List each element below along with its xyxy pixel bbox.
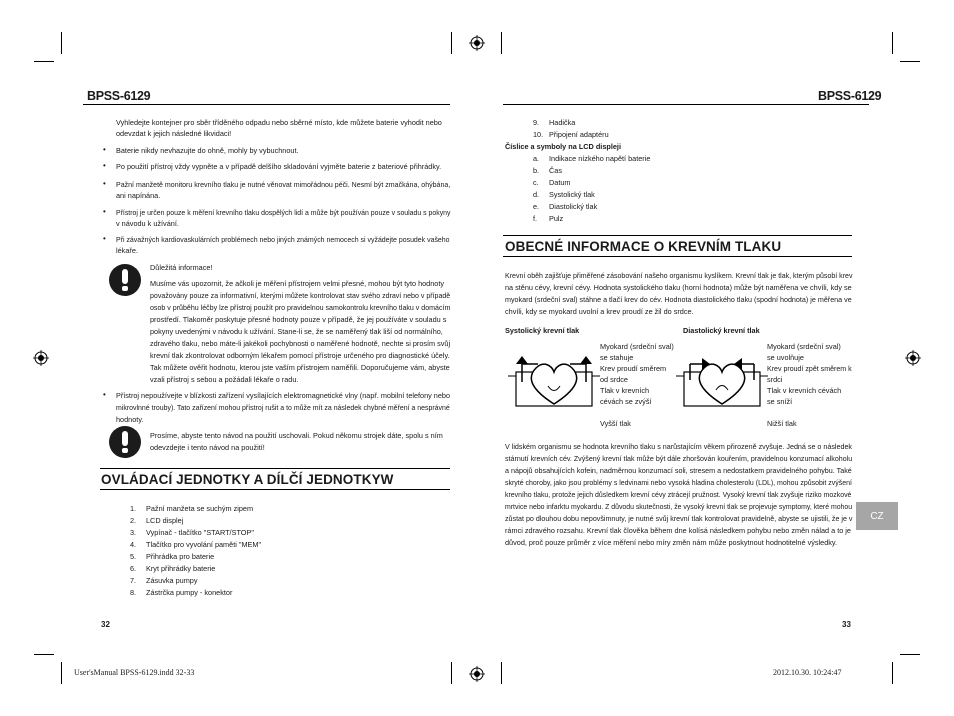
important-line: krevní tlak zkontrolovat odborným lékařem pomocí přístroje určeného pro diagnostické účely. (150, 351, 450, 360)
important-line: považovány pouze za informativní, kterými můžete kontrolovat stav svého zdraví nebo v případě (150, 291, 451, 300)
crop-mark (34, 654, 54, 655)
paragraph-line: chvíli, kdy se myokard uvolní a krev proudí ze žil do srdce. (505, 307, 694, 316)
lcd-item-letter: c. (533, 178, 539, 187)
part-label: Hadička (549, 118, 576, 127)
part-label: LCD displej (146, 516, 184, 525)
systolic-title: Systolický krevní tlak (505, 326, 580, 335)
diagram-label: Myokard (srdeční sval) (600, 342, 674, 351)
crop-mark (451, 662, 452, 684)
warning-exclamation-icon (109, 264, 141, 296)
bullet-line: Přístroj nepoužívejte v blízkosti zařízení vysílajících elektromagnetické vlny (např. mobilní telefony nebo (116, 391, 451, 400)
lcd-item-label: Datum (549, 178, 571, 187)
paragraph-line: krevního tlaku, protože jejich důsledkem krevní cévy ztrácejí pružnost. Vysoký krevní tlak zvyšuje riziko mozkové (505, 490, 852, 499)
lcd-item-label: Indikace nízkého napětí baterie (549, 154, 651, 163)
diagram-label: srdci (767, 375, 783, 384)
bullet-line: ani napínána. (116, 191, 161, 200)
part-number: 7. (130, 576, 137, 585)
crop-mark (451, 32, 452, 54)
part-label: Připojení adaptéru (549, 130, 609, 139)
lcd-item-letter: d. (533, 190, 540, 199)
lcd-item-letter: f. (533, 214, 538, 223)
crop-mark (892, 32, 893, 54)
part-number: 2. (130, 516, 137, 525)
section-rule (503, 235, 852, 236)
part-label: Tlačítko pro vyvolání paměti "MEM" (146, 540, 262, 549)
intro-line: Vyhledejte kontejner pro sběr tříděného odpadu nebo sběrné místo, kde můžete baterie vyhodit nebo (116, 118, 442, 127)
section-heading-controls: OVLÁDACÍ JEDNOTKY A DÍLČÍ JEDNOTKYW (101, 472, 394, 487)
section-heading-blood-pressure: OBECNÉ INFORMACE O KREVNÍM TLAKU (505, 239, 782, 254)
crop-mark (501, 32, 502, 54)
diagram-label: Tlak v krevních (600, 386, 650, 395)
intro-line: odevzdat k jejich následné likvidaci! (116, 129, 232, 138)
language-tab: CZ (856, 502, 898, 530)
part-number: 5. (130, 552, 137, 561)
crop-mark (900, 654, 920, 655)
model-header-right: BPSS-6129 (818, 89, 882, 103)
lcd-item-label: Systolický tlak (549, 190, 595, 199)
warning-exclamation-icon (109, 426, 141, 458)
paragraph-line: důvod, proč pouze průměr z více měření nebo míry změn nám může poskytnout hodnotitelné výsledky. (505, 538, 838, 547)
lcd-item-letter: b. (533, 166, 540, 175)
diagram-label: Myokard (srdeční sval) (767, 342, 841, 351)
diagram-label: se sníží (767, 397, 793, 406)
important-line: zdravého tlaku, nebo máte-li jakékoli pochybnosti o naměřené hodnotě, nechte si prosím svůj (150, 339, 451, 348)
bullet-dot: • (103, 390, 106, 399)
registration-mark-icon (469, 666, 485, 682)
section-rule (100, 489, 450, 490)
paragraph-line: na stěnu cévy, krevní cévy. Hodnota systolického tlaku (horní hodnota) může být naměřena ve chvíli, kdy se (505, 283, 852, 292)
bullet-line: Baterie nikdy nevhazujte do ohně, mohly by vybuchnout. (116, 146, 299, 155)
part-number: 8. (130, 588, 137, 597)
bullet-line: Přístroj je určen pouze k měření krevního tlaku dospělých lidí a může být používán pouze v souladu s pokyny (116, 208, 451, 217)
note-line: Prosíme, abyste tento návod na použití uschovali. Pokud někomu strojek dáte, spolu s ním (150, 431, 443, 440)
bullet-line: Pažní manžetě monitoru krevního tlaku je nutné věnovat mimořádnou péči. Nesmí být zmačkána, ohýbána, (116, 180, 451, 189)
lcd-item-label: Čas (549, 166, 562, 175)
part-label: Kryt přihrádky baterie (146, 564, 216, 573)
crop-mark (900, 61, 920, 62)
part-number: 3. (130, 528, 137, 537)
page-number-right: 33 (842, 620, 851, 629)
page-number-left: 32 (101, 620, 110, 629)
registration-mark-icon (905, 350, 921, 366)
crop-mark (61, 662, 62, 684)
bullet-dot: • (103, 179, 106, 188)
important-title: Důležitá informace! (150, 263, 213, 272)
part-number: 4. (130, 540, 137, 549)
crop-mark (61, 32, 62, 54)
part-label: Zásuvka pumpy (146, 576, 198, 585)
diagram-label: Krev proudí zpět směrem k (767, 364, 852, 373)
part-number: 6. (130, 564, 137, 573)
systolic-caption: Vyšší tlak (600, 419, 631, 428)
footer-filename: User'sManual BPSS-6129.indd 32-33 (74, 668, 195, 677)
section-rule (503, 256, 852, 257)
registration-mark-icon (469, 35, 485, 51)
note-line: odevzdejte i tento návod na použití! (150, 443, 265, 452)
diagram-label: se uvolňuje (767, 353, 804, 362)
important-line: Tak můžete ověřit hodnotu, kterou jste vaším přístrojem naměřili. Doporučujeme vám, abyste (150, 363, 450, 372)
diagram-label: cévách se zvýší (600, 397, 652, 406)
bullet-line: v návodu k užívání. (116, 219, 179, 228)
model-header-left: BPSS-6129 (87, 89, 151, 103)
diagram-label: Tlak v krevních cévách (767, 386, 842, 395)
part-label: Pažní manžeta se suchým zipem (146, 504, 254, 513)
bullet-dot: • (103, 207, 106, 216)
paragraph-line: stárnutí krevních cév. Zvýšený krevní tlak může být dále zhoršován kouřením, pravidelnou konzumací alkoholu (505, 454, 853, 463)
important-line: osob v průběhu léčby lze přístroj použít pro pravidelnou samokontrolu krevního tlaku v domácím (150, 303, 451, 312)
systolic-heart-diagram (508, 352, 600, 412)
part-number: 1. (130, 504, 137, 513)
paragraph-line: zůstat po dlouhou dobu nepovšimnuty, je nutné svůj krevní tlak kontrolovat pravidelně, abyste se ujistili, že je v (505, 514, 853, 523)
part-label: Zástrčka pumpy - konektor (146, 588, 233, 597)
important-line: prostředí. Tlakoměr poskytuje přesné hodnoty pouze v případě, že jej používáte v souladu s (150, 315, 447, 324)
footer-timestamp: 2012.10.30. 10:24:47 (773, 668, 842, 677)
section-rule (100, 468, 450, 469)
paragraph-line: skryté choroby, jako jsou problémy s ledvinami nebo vysoká hladina cholesterolu (LDL), mohou způsobit zvýšení (505, 478, 852, 487)
bullet-line: Po použití přístroj vždy vypněte a v případě delšího skladování vyjměte baterie z bateriové přihrádky. (116, 162, 442, 171)
important-line: pokyny uvedenými v návodu k užívání. Stane-li se, že se naměřený tlak liší od normálního, (150, 327, 443, 336)
bullet-line: Při závažných kardiovaskulárních problémech nebo jiných známých nemocech si vyžádejte posudek vašeho (116, 235, 450, 244)
crop-mark (892, 662, 893, 684)
paragraph-line: rámci zdravého rozsahu. Krevní tlak člověka během dne kolísá následkem pohybu nebo změn nálad a to je (505, 526, 851, 535)
bullet-dot: • (103, 145, 106, 154)
header-rule (83, 104, 450, 105)
crop-mark (34, 61, 54, 62)
diastolic-title: Diastolický krevní tlak (683, 326, 760, 335)
diagram-label: Krev proudí směrem (600, 364, 667, 373)
lcd-item-label: Diastolický tlak (549, 202, 598, 211)
lcd-item-letter: a. (533, 154, 540, 163)
lcd-item-label: Pulz (549, 214, 564, 223)
registration-mark-icon (33, 350, 49, 366)
diagram-label: se stahuje (600, 353, 634, 362)
header-rule (503, 104, 869, 105)
bullet-dot: • (103, 234, 106, 243)
part-number: 10. (533, 130, 544, 139)
bullet-dot: • (103, 161, 106, 170)
lcd-title: Číslice a symboly na LCD displeji (505, 142, 621, 151)
part-label: Vypínač - tlačítko "START/STOP" (146, 528, 254, 537)
diastolic-caption: Nižší tlak (767, 419, 797, 428)
bullet-line: mikrovlnné trouby). Tato zařízení mohou přístroj rušit a to může mít za následek chybné měření a nesprávné (116, 403, 450, 412)
part-label: Přihrádka pro baterie (146, 552, 215, 561)
important-line: vzali přístroj s sebou a požádali lékaře o radu. (150, 375, 299, 384)
paragraph-line: myokard (srdeční sval) stáhne a tlačí krev do cév. Hodnota diastolického tlaku (spodní hodnota) je měřena ve (505, 295, 852, 304)
bullet-line: hodnoty. (116, 415, 144, 424)
crop-mark (501, 662, 502, 684)
diastolic-heart-diagram (676, 352, 768, 412)
part-number: 9. (533, 118, 540, 127)
paragraph-line: mrtvice nebo infarktu myokardu. Z důvodu skutečnosti, že vysoký krevní tlak se projevuje symptomy, které mohou (505, 502, 853, 511)
paragraph-line: a nápojů obsahujících kofein, nadměrnou konzumací soli, stresem a nedostatkem pravidelného pohybu. Také (505, 466, 852, 475)
diagram-label: od srdce (600, 375, 628, 384)
lcd-item-letter: e. (533, 202, 540, 211)
bullet-line: lékaře. (116, 246, 138, 255)
paragraph-line: Krevní oběh zajišťuje přiměřené zásobování našeho organismu kyslíkem. Krevní tlak je tlak, kterým působí krev (505, 271, 853, 280)
important-line: Musíme vás upozornit, že ačkoli je měření přístrojem velmi přesné, mohou být tyto hodnoty (150, 279, 445, 288)
paragraph-line: V lidském organismu se hodnota krevního tlaku s narůstajícím věkem přirozeně zvyšuje. Jedná se o následek (505, 442, 852, 451)
